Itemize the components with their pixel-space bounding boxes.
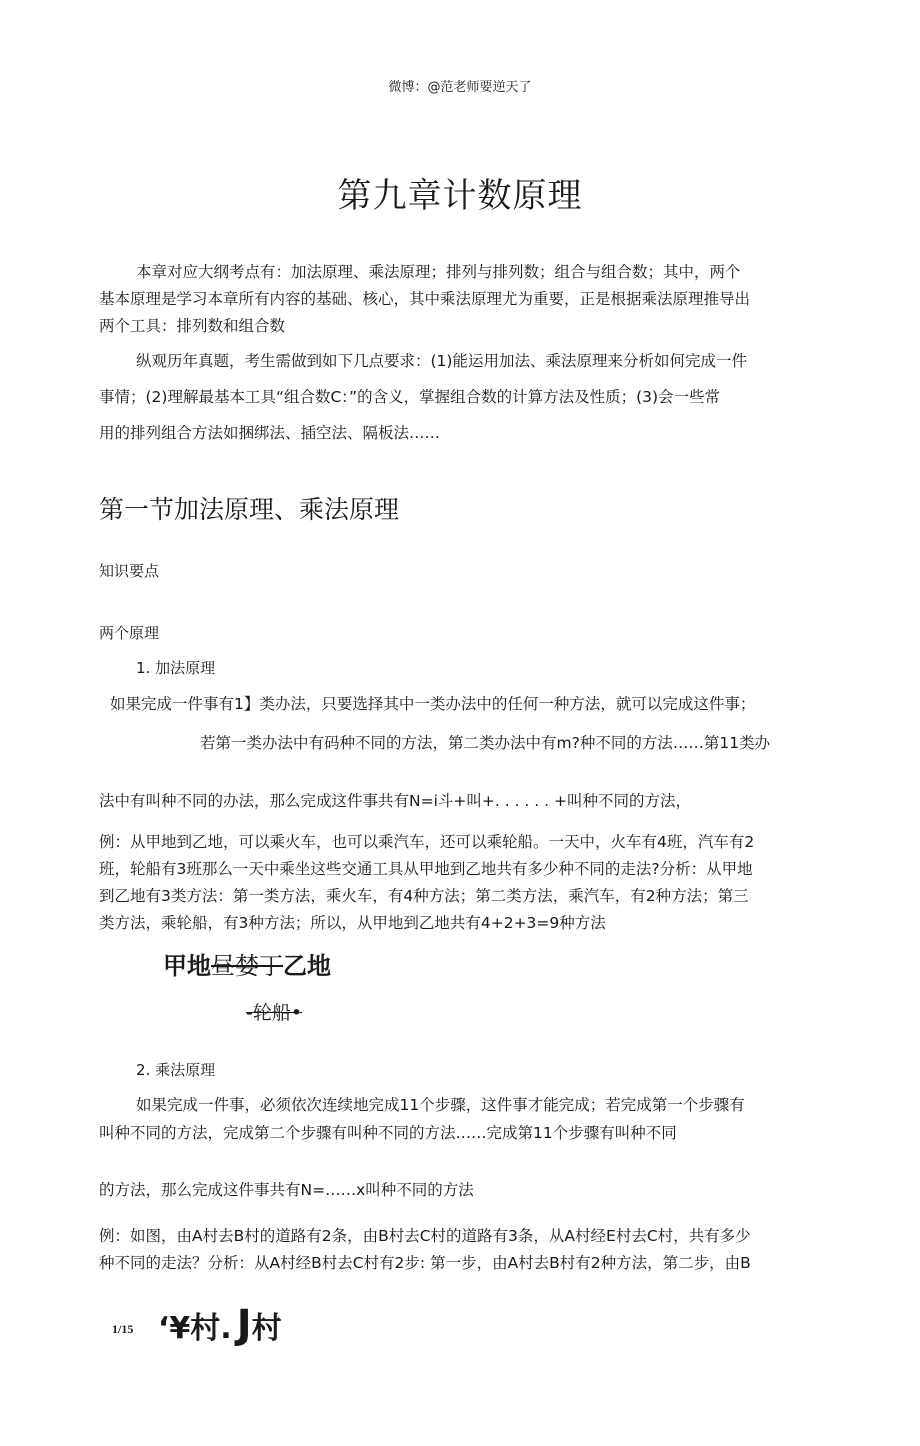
section-title: 第一节加法原理、乘法原理 [99,495,400,524]
example2-line-2: 种不同的走法？分析：从A村经B村去C村有2步: 第一步，由A村去B村有2种方法，第二步，由B [99,1254,751,1272]
example1-line-3: 到乙地有3类方法：第一类方法，乘火车，有4种方法；第二类方法，乘汽车，有2种方法；第三 [99,887,749,905]
example2-line-1: 例：如图，由A村去B村的道路有2条，由B村去C村的道路有3条，从A村经E村去C村，共有多少 [99,1227,751,1245]
addition-text-3: 法中有叫种不同的办法，那么完成这件事共有N=i斗+叫+. . . . . . +叫种不同的方法， [99,792,691,810]
addition-text-2: 若第一类办法中有码种不同的方法，第二类办法中有m?种不同的方法……第11类办 [200,734,771,752]
village-figure-text-a: ‘¥村. [158,1311,232,1346]
addition-principle-title: 1. 加法原理 [136,659,216,677]
two-principles-heading: 两个原理 [99,624,160,642]
multiplication-text-3: 的方法，那么完成这件事共有N=……x叫种不同的方法 [99,1181,474,1199]
intro-line-5: 事情；(2)理解最基本工具“组合数C：”的含义，掌握组合数的计算方法及性质；(3)会一些常 [99,388,721,406]
intro-line-4: 纵观历年真题，考生需做到如下几点要求：(1)能运用加法、乘法原理来分析如何完成一件 [136,352,747,370]
diagram-middle: 昼婪丁 [211,952,283,980]
page-number: 1/15 [112,1322,134,1336]
chapter-title: 第九章计数原理 [337,176,583,216]
diagram-from: 甲地 [163,952,211,980]
multiplication-principle-title: 2. 乘法原理 [136,1061,216,1079]
village-figure [158,1302,282,1348]
village-figure-j: J [236,1302,252,1348]
intro-line-1: 本章对应大纲考点有：加法原理、乘法原理；排列与排列数；组合与组合数；其中，两个 [136,263,741,281]
example1-line-4: 类方法，乘轮船，有3种方法；所以，从甲地到乙地共有4+2+3=9种方法 [99,914,606,932]
intro-line-2: 基本原理是学习本章所有内容的基础、核心，其中乘法原理尤为重要，正是根据乘法原理推导出 [99,290,751,308]
page-header: 微博：@范老师要逆天了 [388,80,532,95]
multiplication-text-1: 如果完成一件事，必须依次连续地完成11个步骤，这件事才能完成；若完成第一个步骤有 [136,1096,745,1114]
village-figure-text-c: 村 [251,1311,282,1346]
example1-line-2: 班，轮船有3班那么一天中乘坐这些交通工具从甲地到乙地共有多少种不同的走法?分析：从甲地 [99,860,753,878]
route-diagram-row1 [163,946,331,981]
diagram-to: 乙地 [283,952,331,980]
intro-line-6: 用的排列组合方法如捆绑法、插空法、隔板法…… [99,424,441,442]
example1-line-1: 例：从甲地到乙地，可以乘火车，也可以乘汽车，还可以乘轮船。一天中，火车有4班，汽车有2 [99,833,755,851]
multiplication-text-2: 叫种不同的方法，完成第二个步骤有叫种不同的方法……完成第11个步骤有叫种不同 [99,1124,677,1142]
addition-text-1: 如果完成一件事有1】类办法，只要选择其中一类办法中的任何一种方法，就可以完成这件事； [110,695,756,713]
diagram-boat: -轮船• [246,1002,303,1024]
intro-line-3: 两个工具：排列数和组合数 [99,317,286,335]
knowledge-heading: 知识要点 [99,562,160,580]
